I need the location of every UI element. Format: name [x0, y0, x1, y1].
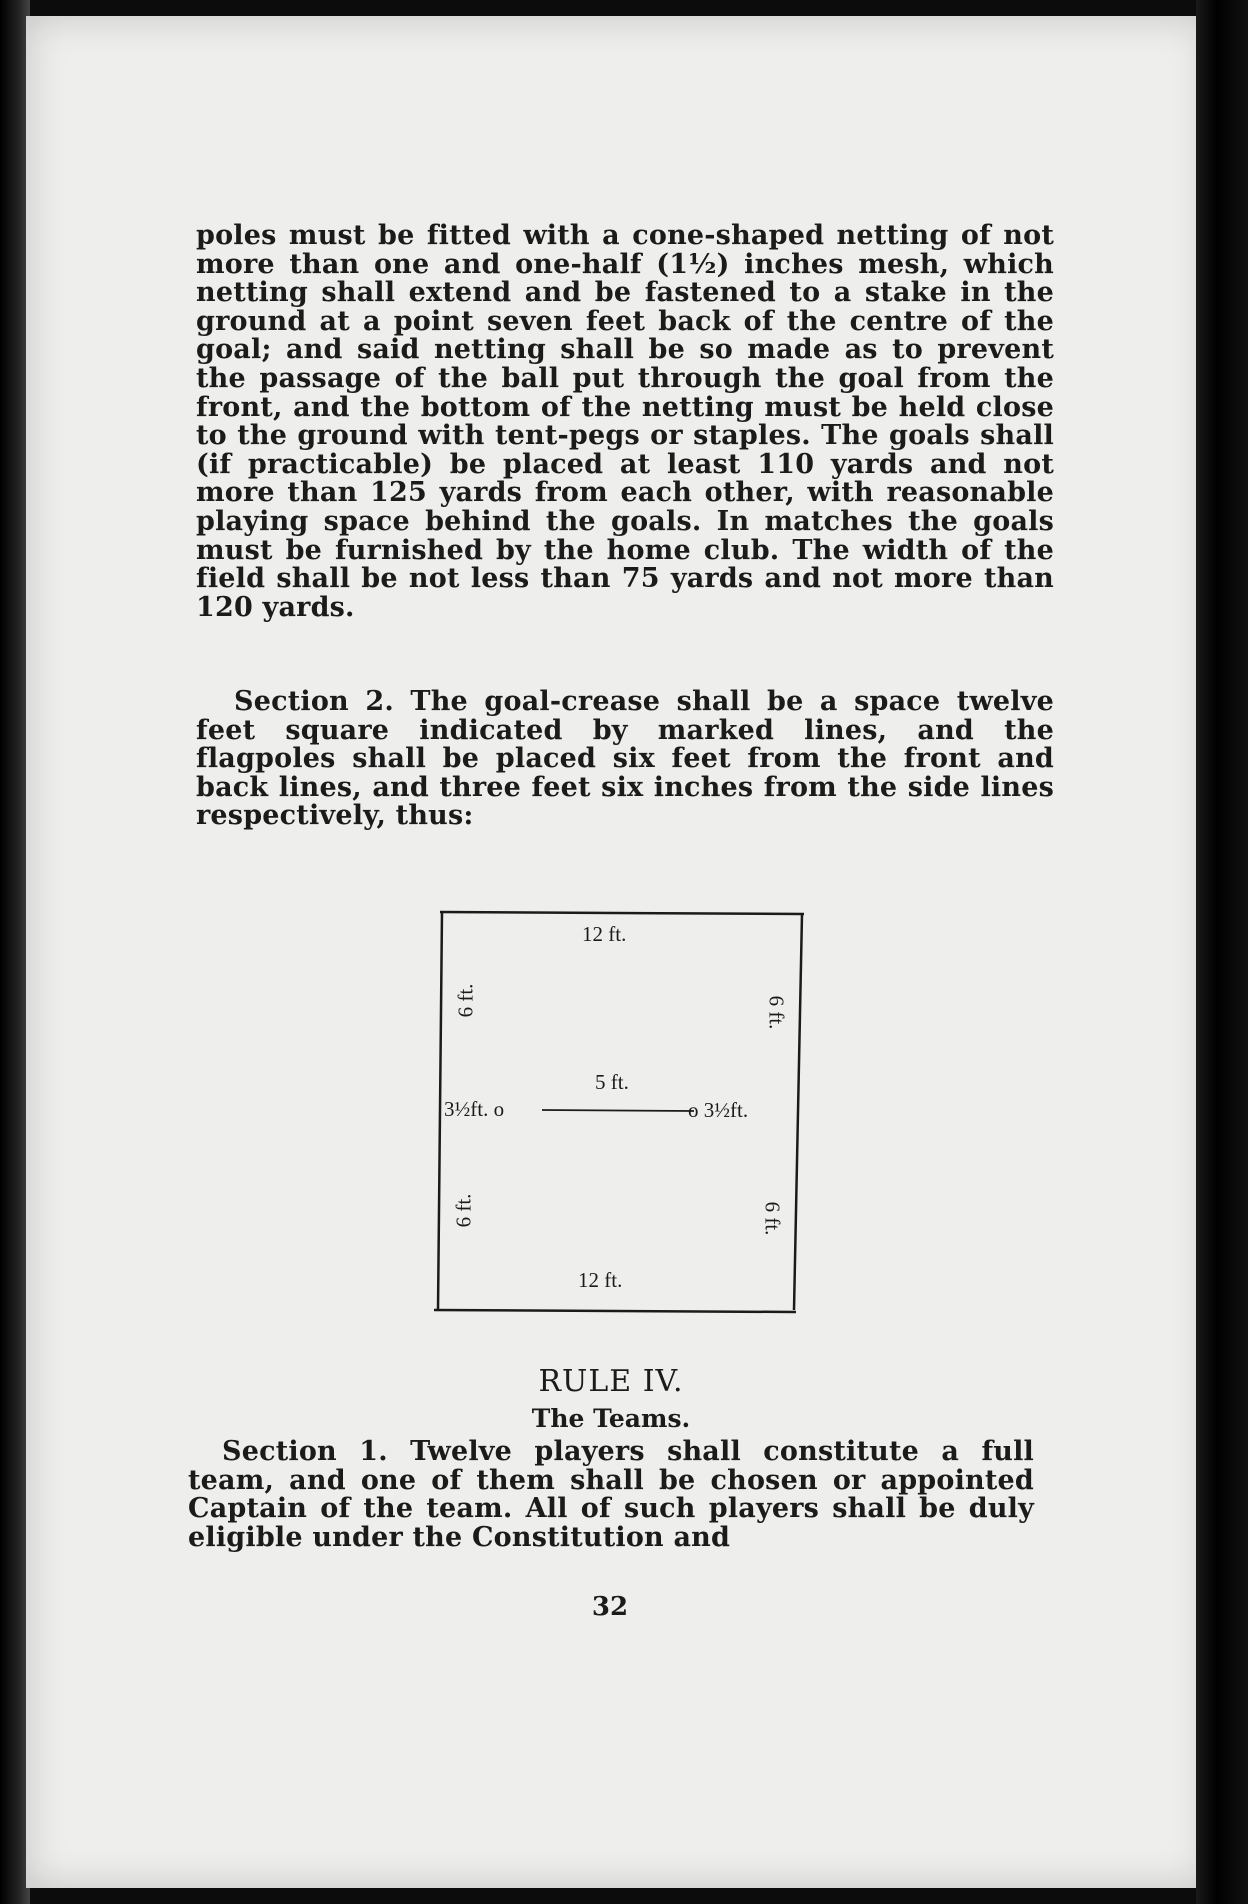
page-number: 32	[591, 1592, 629, 1622]
paragraph-section-2: Section 2. The goal-crease shall be a space twelve feet square indicated by marked lines, and the flagpoles shall be placed six feet from the front and back lines, and three feet six inches from the side lines respectively, thus:	[196, 686, 1054, 832]
paragraph-teams-section-1: Section 1. Twelve players shall constitute a full team, and one of them shall be chosen or appointed Captain of the team. All of such players shall be duly eligible under the Constitution and	[188, 1436, 1034, 1553]
right-lower-dimension-label: 6 ft.	[760, 1201, 785, 1236]
crease-bottom-line	[434, 1310, 796, 1312]
right-post-label: o 3½ft.	[688, 1098, 749, 1122]
rule-subheading: The Teams.	[531, 1404, 691, 1433]
crease-top-line	[440, 912, 804, 914]
left-lower-dimension-label: 6 ft.	[451, 1193, 476, 1228]
book-edge-right	[1196, 0, 1248, 1904]
rule-heading: RULE IV.	[538, 1364, 684, 1399]
crease-left-line	[438, 912, 442, 1310]
crease-right-line	[794, 914, 802, 1310]
goal-line	[542, 1110, 694, 1111]
top-dimension-label: 12 ft.	[582, 922, 627, 946]
left-post-label: 3½ft. o	[444, 1097, 505, 1121]
goal-width-label: 5 ft.	[595, 1070, 629, 1094]
bottom-dimension-label: 12 ft.	[578, 1268, 623, 1292]
left-upper-dimension-label: 6 ft.	[453, 983, 478, 1018]
goal-crease-diagram	[420, 900, 810, 1320]
paragraph-netting: poles must be fitted with a cone-shaped netting of not more than one and one-half (1½) inches mesh, which netting shall extend and be fastened to a stake in the ground at a point seven feet back of the centre of the goal; and said netting shall be so made as to prevent the passage of the ball put through the goal from the front, and the bottom of the netting must be held close to the ground with tent-pegs or staples. The goals shall (if practicable) be placed at least 110 yards and not more than 125 yards from each other, with reasonable playing space behind the goals. In matches the goals must be furnished by the home club. The width of the field shall be not less than 75 yards and not more than 120 yards.	[196, 220, 1054, 623]
right-upper-dimension-label: 6 ft.	[764, 995, 789, 1030]
